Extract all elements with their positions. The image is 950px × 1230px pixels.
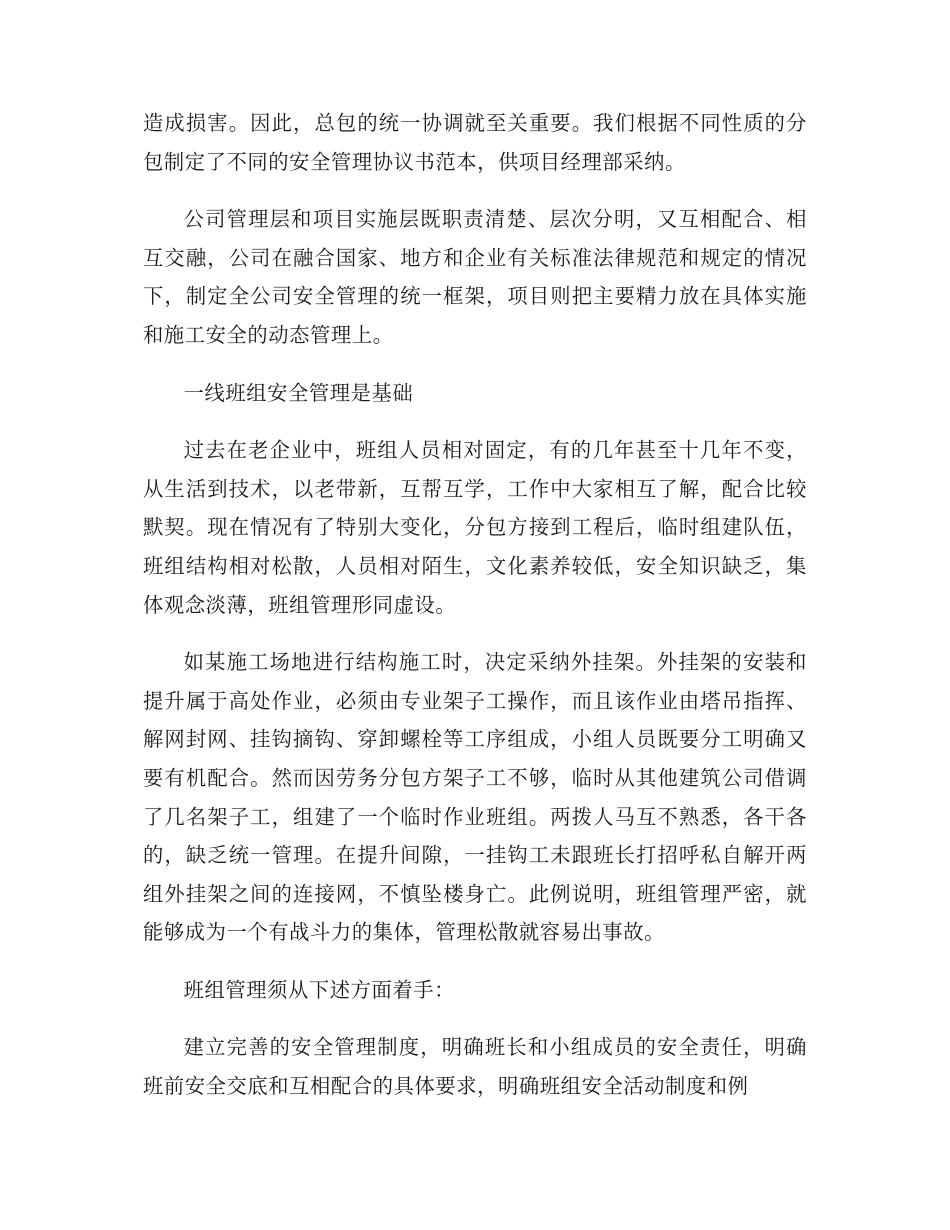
section-heading-frontline-teams: 一线班组安全管理是基础: [183, 380, 414, 405]
paragraph-case-example: 如某施工场地进行结构施工时，决定采纳外挂架。外挂架的安装和提升属于高处作业，必须由专业架子工操作，而且该作业由塔吊指挥、解网封网、挂钩摘钩、穿卸螺栓等工序组成，小组人员既要分工明确又要有机配合。然而因劳务分包方架子工不够，临时从其他建筑公司借调了几名架子工，组建了一个临时作业班组。两拨人马互不熟悉，各干各的，缺乏统一管理。在提升间隙，一挂钩工未跟班长打招呼私自解开两组外挂架之间的连接网，不慎坠楼身亡。此例说明，班组管理严密，就能够成为一个有战斗力的集体，管理松散就容易出事故。: [143, 650, 807, 945]
document-page: [143, 104, 807, 1106]
paragraph-team-changes: 过去在老企业中，班组人员相对固定，有的几年甚至十几年不变，从生活到技术，以老带新，互帮互学，工作中大家相互了解，配合比较默契。现在情况有了特别大变化，分包方接到工程后，临时组建队伍，班组结构相对松散，人员相对陌生，文化素养较低，安全知识缺乏，集体观念淡薄，班组管理形同虚设。: [143, 438, 807, 617]
paragraph-management-layers: 公司管理层和项目实施层既职责清楚、层次分明，又互相配合、相互交融，公司在融合国家、地方和企业有关标准法律规范和规定的情况下，制定全公司安全管理的统一框架，项目则把主要精力放在具体实施和施工安全的动态管理上。: [143, 207, 807, 347]
paragraph-continuation: 造成损害。因此，总包的统一协调就至关重要。我们根据不同性质的分包制定了不同的安全管理协议书范本，供项目经理部采纳。: [143, 111, 807, 174]
paragraph-safety-system: 建立完善的安全管理制度，明确班长和小组成员的安全责任，明确班前安全交底和互相配合的具体要求，明确班组安全活动制度和例: [143, 1035, 807, 1099]
paragraph-team-management-intro: 班组管理须从下述方面着手：: [183, 977, 456, 1002]
